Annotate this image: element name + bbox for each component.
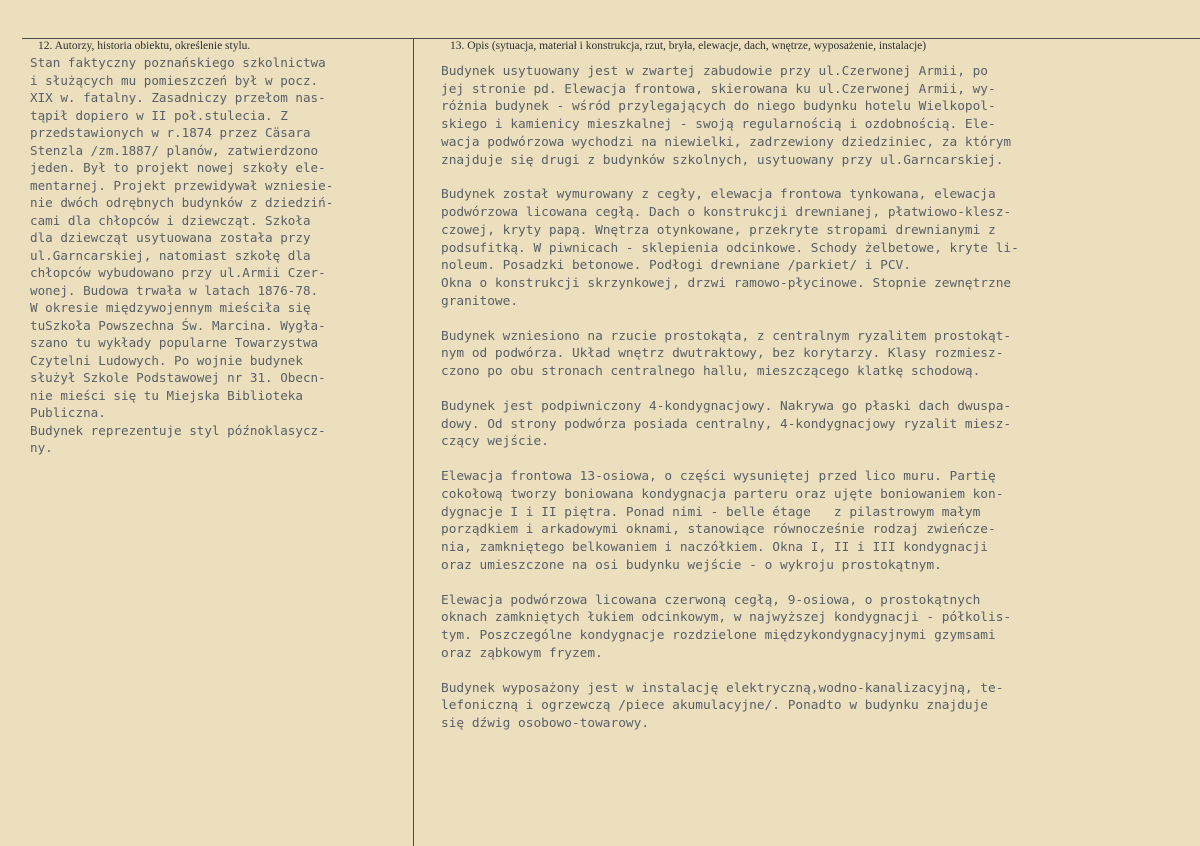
description-line: podwórzowa licowana cegłą. Dach o konstrukcji drewnianej, płatwiowo-klesz- <box>441 205 1012 221</box>
history-line: nie dwóch odrębnych budynków z dziedziń- <box>30 195 334 210</box>
history-line: nie mieści się tu Miejska Biblioteka <box>30 387 303 403</box>
history-line: ny. <box>30 440 53 455</box>
history-line: Publiczna. <box>30 405 106 420</box>
field-13-label: 13. Opis (sytuacja, materiał i konstrukcja, rzut, bryła, elewacje, dach, wnętrze, wyposażenie, instalacje) <box>450 40 927 52</box>
history-line: dla dziewcząt usytuowana została przy <box>30 230 311 245</box>
history-line: tuSzkoła Powszechna Św. Marcina. Wygła- <box>30 317 326 333</box>
description-line: podsufitką. W piwnicach - sklepienia odcinkowe. Schody żelbetowe, kryte li- <box>441 240 1019 256</box>
history-line: przedstawionych w r.1874 przez Cäsara <box>30 125 311 140</box>
history-line: cami dla chłopców i dziewcząt. Szkoła <box>30 212 311 228</box>
description-line: oraz ząbkowym fryzem. <box>441 645 603 661</box>
header-rule <box>22 38 1200 39</box>
column-divider <box>413 38 414 846</box>
history-line: Stan faktyczny poznańskiego szkolnictwa <box>30 55 326 70</box>
description-line: czący wejście. <box>441 434 549 450</box>
description-line: oraz umieszczone na osi budynku wejście - o wykroju prostokątnym. <box>441 557 942 573</box>
field-12-label: 12. Autorzy, historia obiektu, określenie stylu. <box>38 40 251 52</box>
description-line: się dźwig osobowo-towarowy. <box>441 715 650 731</box>
description-line: dowy. Od strony podwórza posiada centralny, 4-kondygnacjowy ryzalit miesz- <box>441 416 1012 432</box>
description-line: nia, zamkniętego belkowaniem i naczółkiem. Okna I, II i III kondygnacji <box>441 539 989 555</box>
description-paragraph <box>441 468 1191 574</box>
description-line: wacja podwórzowa wychodzi na niewielki, zadrzewiony dziedziniec, za którym <box>441 134 1012 150</box>
description-paragraph <box>441 186 1191 310</box>
description-paragraph <box>441 328 1191 381</box>
description-line: dygnacje I i II piętra. Ponad nimi - belle étage z pilastrowym małym <box>441 504 981 520</box>
description-line: Okna o konstrukcji skrzynkowej, drzwi ramowo-płycinowe. Stopnie zewnętrzne <box>441 275 1012 291</box>
description-line: Budynek wyposażony jest w instalację elektryczną,wodno-kanalizacyjną, te- <box>441 680 1004 696</box>
history-line: szano tu wykłady popularne Towarzystwa <box>30 335 319 350</box>
description-line: czowej, kryty papą. Wnętrza otynkowane, przekryte stropami drewnianymi z <box>441 222 996 238</box>
description-line: Budynek został wymurowany z cegły, elewacja frontowa tynkowana, elewacja <box>441 187 996 203</box>
description-line: jej stronie pd. Elewacja frontowa, skierowana ku ul.Czerwonej Armii, wy- <box>441 81 996 97</box>
description-paragraph <box>441 398 1191 451</box>
history-line: tąpił dopiero w II poł.stulecia. Z <box>30 107 288 123</box>
description-line: Elewacja podwórzowa licowana czerwoną cegłą, 9-osiowa, o prostokątnych <box>441 592 981 608</box>
description-line: lefoniczną i ogrzewczą /piece akumulacyjne/. Ponadto w budynku znajduje <box>441 698 989 714</box>
description-line: skiego i kamienicy mieszkalnej - swoją regularnością i ozdobnością. Ele- <box>441 117 996 133</box>
history-line: mentarnej. Projekt przewidywał wzniesie- <box>30 177 334 193</box>
history-line: i służących mu pomieszczeń był w pocz. <box>30 72 319 88</box>
history-line: XIX w. fatalny. Zasadniczy przełom nas- <box>30 90 326 105</box>
description-line: nym od podwórza. Układ wnętrz dwutraktowy, bez korytarzy. Klasy rozmiesz- <box>441 346 1004 362</box>
history-text <box>30 54 410 457</box>
history-line: Budynek reprezentuje styl późnoklasycz- <box>30 422 326 438</box>
description-line: Budynek usytuowany jest w zwartej zabudowie przy ul.Czerwonej Armii, po <box>441 64 989 79</box>
description-paragraph <box>441 592 1191 663</box>
history-line: Stenzla /zm.1887/ planów, zatwierdzono <box>30 142 319 158</box>
description-line: oknach zamkniętych łukiem odcinkowym, w najwyższej kondygnacji - półkolis- <box>441 610 1012 626</box>
history-line: ul.Garncarskiej, natomiast szkołę dla <box>30 247 311 263</box>
description-line: cokołową tworzy boniowana kondygnacja parteru oraz ujęte boniowaniem kon- <box>441 486 1004 502</box>
description-line: noleum. Posadzki betonowe. Podłogi drewniane /parkiet/ i PCV. <box>441 258 911 274</box>
description-line: tym. Poszczególne kondygnacje rozdzielone międzykondygnacyjnymi gzymsami <box>441 627 996 643</box>
history-line: W okresie międzywojennym mieściła się <box>30 300 311 315</box>
description-line: czono po obu stronach centralnego hallu, mieszczącego klatkę schodową. <box>441 363 981 379</box>
history-line: Czytelni Ludowych. Po wojnie budynek <box>30 352 303 368</box>
description-line: Budynek wzniesiono na rzucie prostokąta, z centralnym ryzalitem prostokąt- <box>441 328 1012 344</box>
history-line: wonej. Budowa trwała w latach 1876-78. <box>30 282 319 298</box>
history-line: jeden. Był to projekt nowej szkoły ele- <box>30 160 326 175</box>
history-line: służył Szkole Podstawowej nr 31. Obecn- <box>30 370 326 385</box>
description-line: granitowe. <box>441 293 519 309</box>
description-line: różnia budynek - wśród przylegających do niego budynku hotelu Wielkopol- <box>441 99 996 115</box>
description-line: porządkiem i arkadowymi oknami, stanowiące równocześnie rodzaj zwieńcze- <box>441 522 996 538</box>
description-line: znajduje się drugi z budynków szkolnych, usytuowany przy ul.Garncarskiej. <box>441 152 1004 168</box>
description-paragraph <box>441 63 1191 169</box>
description-paragraph <box>441 680 1191 733</box>
description-line: Elewacja frontowa 13-osiowa, o części wysuniętej przed lico muru. Partię <box>441 469 996 485</box>
history-line: chłopców wybudowano przy ul.Armii Czer- <box>30 265 326 280</box>
description-line: Budynek jest podpiwniczony 4-kondygnacjowy. Nakrywa go płaski dach dwuspa- <box>441 398 1012 414</box>
description-text <box>441 63 1191 733</box>
